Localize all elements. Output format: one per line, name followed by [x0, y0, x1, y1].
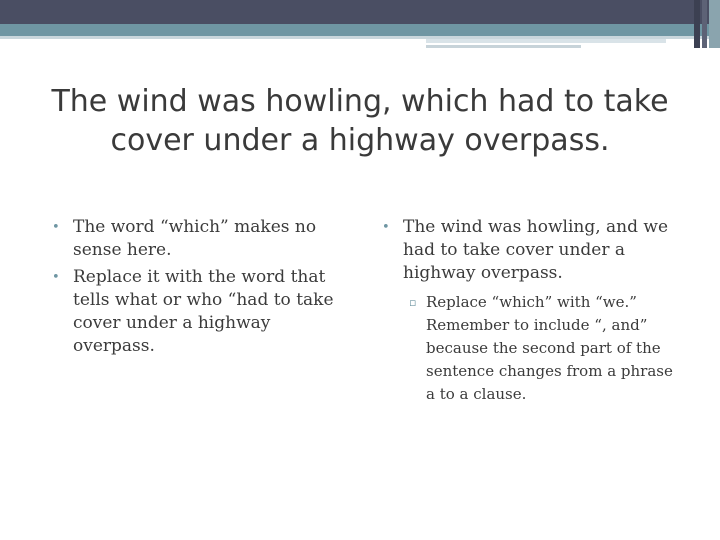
header-accent-line	[426, 39, 666, 43]
slide-title: The wind was howling, which had to take cover under a highway overpass.	[51, 84, 669, 158]
right-column	[382, 216, 682, 406]
list-item	[52, 266, 342, 358]
list-item	[52, 216, 342, 262]
right-bullet-list	[382, 216, 682, 285]
bullet-text: The wind was howling, and we had to take cover under a highway overpass.	[403, 217, 669, 283]
bullet-icon: •	[52, 270, 60, 285]
sub-list-item	[382, 291, 682, 406]
header-right-bars	[694, 0, 720, 48]
sub-bullet-text: Replace “which” with “we.” Remember to include “, and” because the second part of the sentence changes from a phrase a to a clause.	[426, 293, 673, 403]
left-column	[52, 216, 342, 362]
left-bullet-list	[52, 216, 342, 358]
header-right-bar	[709, 0, 720, 48]
header-right-bar	[694, 0, 700, 48]
bullet-text: Replace it with the word that tells what or who “had to take cover under a highway overpass.	[73, 267, 334, 356]
header-band-teal	[0, 24, 720, 36]
header-right-bar	[702, 0, 707, 48]
square-bullet-icon: ▫	[409, 296, 417, 309]
header-band-dark	[0, 0, 720, 24]
header-accent-line-short	[426, 45, 581, 48]
bullet-icon: •	[382, 220, 390, 235]
bullet-text: The word “which” makes no sense here.	[73, 217, 317, 260]
list-item	[382, 216, 682, 285]
sub-bullet-list	[382, 291, 682, 406]
bullet-icon: •	[52, 220, 60, 235]
